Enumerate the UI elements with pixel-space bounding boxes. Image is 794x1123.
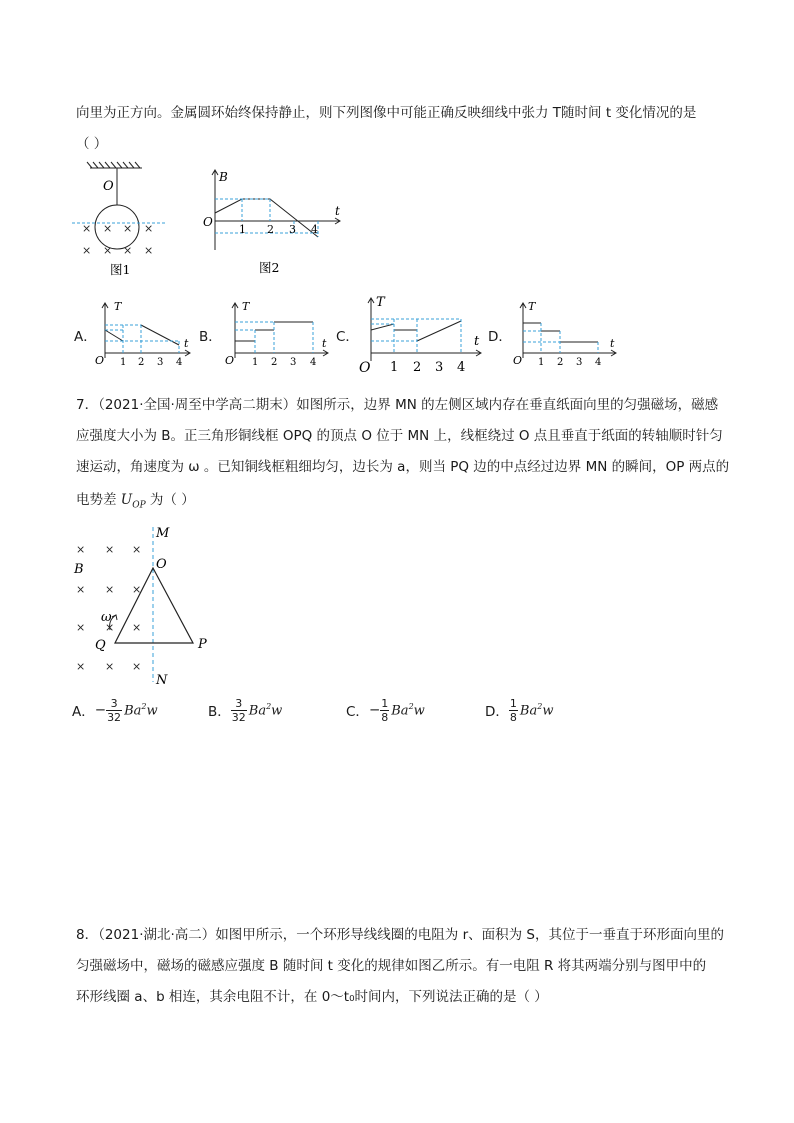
q7-text-line-3: 速运动，角速度为 ω 。已知铜线框粗细均匀，边长为 a，则当 PQ 边的中点经过边界 MN 的瞬间，OP 两点的 [76, 459, 730, 475]
svg-text:1: 1 [252, 357, 259, 368]
field-mark: × [76, 621, 86, 634]
field-mark: × [103, 222, 113, 235]
figure-2-B-t-graph [200, 165, 350, 280]
svg-text:1: 1 [390, 360, 399, 375]
svg-text:4: 4 [310, 357, 317, 368]
option-c-graph[interactable] [356, 293, 486, 377]
q8-text-line-2: 匀强磁场中，磁场的磁感应强度 B 随时间 t 变化的规律如图乙所示。有一电阻 R 将其两端分别与图甲中的 [76, 958, 707, 974]
field-mark: × [105, 543, 115, 556]
q7-option-a[interactable]: A． − $\frac{3}{32}$ Ba$^2$w [72, 696, 158, 724]
svg-text:T: T [376, 295, 385, 310]
fig1-caption: 图1 [110, 262, 131, 277]
field-mark: × [123, 244, 133, 257]
svg-text:t: t [610, 337, 615, 350]
svg-text:2: 2 [138, 357, 145, 368]
svg-text:2: 2 [413, 360, 422, 375]
fig2-axis-B: B [219, 170, 228, 184]
field-mark: × [123, 222, 133, 235]
option-b-graph[interactable] [222, 298, 332, 370]
svg-text:3: 3 [157, 357, 164, 368]
label-omega: ω [101, 610, 112, 625]
svg-text:t: t [184, 337, 189, 350]
svg-text:O: O [95, 354, 105, 367]
svg-text:1: 1 [120, 357, 127, 368]
svg-text:3: 3 [290, 357, 297, 368]
label-N: N [156, 673, 168, 688]
option-a-graph[interactable] [92, 298, 192, 370]
svg-text:4: 4 [176, 357, 183, 368]
figure-q7-triangle-frame [70, 522, 230, 692]
field-mark: × [76, 583, 86, 596]
fig2-origin: O [203, 215, 213, 229]
svg-text:2: 2 [271, 357, 278, 368]
option-d-graph[interactable] [510, 298, 620, 370]
q7-text-line-4: 电势差 $U_{OP}$ 为（ ） [76, 492, 195, 511]
option-b-label[interactable]: B． [199, 329, 222, 345]
q7-text-line-1: 7．（2021·全国·周至中学高二期末）如图所示，边界 MN 的左侧区域内存在垂直纸面向里的匀强磁场，磁感 [76, 397, 719, 413]
field-mark: × [76, 543, 86, 556]
svg-text:T: T [528, 300, 536, 313]
fig2-tick: 3 [289, 223, 296, 236]
field-mark: × [105, 621, 115, 634]
svg-text:O: O [513, 354, 523, 367]
label-P: P [198, 637, 207, 652]
svg-text:4: 4 [595, 357, 602, 368]
fig2-tick: 2 [267, 223, 274, 236]
field-mark: × [105, 583, 115, 596]
figure-1-ring-diagram [70, 158, 170, 283]
svg-text:2: 2 [557, 357, 564, 368]
field-mark: × [132, 583, 142, 596]
label-O: O [156, 557, 167, 572]
label-M: M [156, 526, 170, 541]
label-B: B [74, 562, 84, 577]
svg-text:3: 3 [435, 360, 444, 375]
field-mark: × [132, 621, 142, 634]
fig2-caption: 图2 [259, 260, 280, 275]
q8-text-line-3: 环形线圈 a、b 相连，其余电阻不计，在 0～t₀时间内，下列说法正确的是（ ） [76, 989, 548, 1005]
field-mark: × [132, 660, 142, 673]
svg-text:t: t [322, 337, 327, 350]
option-d-label[interactable]: D． [488, 329, 512, 345]
svg-text:O: O [225, 354, 235, 367]
q8-text-line-1: 8．（2021·湖北·高二）如图甲所示，一个环形导线线圈的电阻为 r、面积为 S，其位于一垂直于环形面向里的 [76, 927, 724, 943]
q7-option-d[interactable]: D． $\frac{1}{8}$ Ba$^2$w [485, 696, 554, 724]
field-mark: × [105, 660, 115, 673]
option-c-label[interactable]: C． [336, 329, 359, 345]
field-mark: × [76, 660, 86, 673]
q7-option-c[interactable]: C． − $\frac{1}{8}$ Ba$^2$w [346, 696, 425, 724]
svg-text:3: 3 [576, 357, 583, 368]
field-mark: × [82, 222, 92, 235]
svg-text:T: T [242, 300, 250, 313]
svg-text:4: 4 [457, 360, 466, 375]
fig1-point-O: O [103, 179, 114, 194]
q6-answer-bracket: （ ） [76, 136, 108, 152]
fig2-tick: 1 [239, 223, 246, 236]
fig2-axis-t: t [335, 204, 340, 218]
field-mark: × [103, 244, 113, 257]
q7-text-line-2: 应强度大小为 B。正三角形铜线框 OPQ 的顶点 O 位于 MN 上，线框绕过 O 点且垂直于纸面的转轴顺时针匀 [76, 428, 723, 444]
field-mark: × [144, 222, 154, 235]
q6-text-line-1: 向里为正方向。金属圆环始终保持静止，则下列图像中可能正确反映细线中张力 T随时间 t 变化情况的是 [76, 105, 697, 121]
svg-text:O: O [359, 360, 371, 376]
q7-option-b[interactable]: B． $\frac{3}{32}$ Ba$^2$w [208, 696, 283, 724]
option-a-label[interactable]: A． [74, 329, 97, 345]
fig2-tick: 4 [311, 223, 318, 236]
field-mark: × [144, 244, 154, 257]
svg-text:t: t [474, 334, 480, 349]
field-mark: × [82, 244, 92, 257]
label-Q: Q [95, 638, 106, 653]
svg-text:T: T [114, 300, 122, 313]
svg-text:1: 1 [538, 357, 545, 368]
field-mark: × [132, 543, 142, 556]
